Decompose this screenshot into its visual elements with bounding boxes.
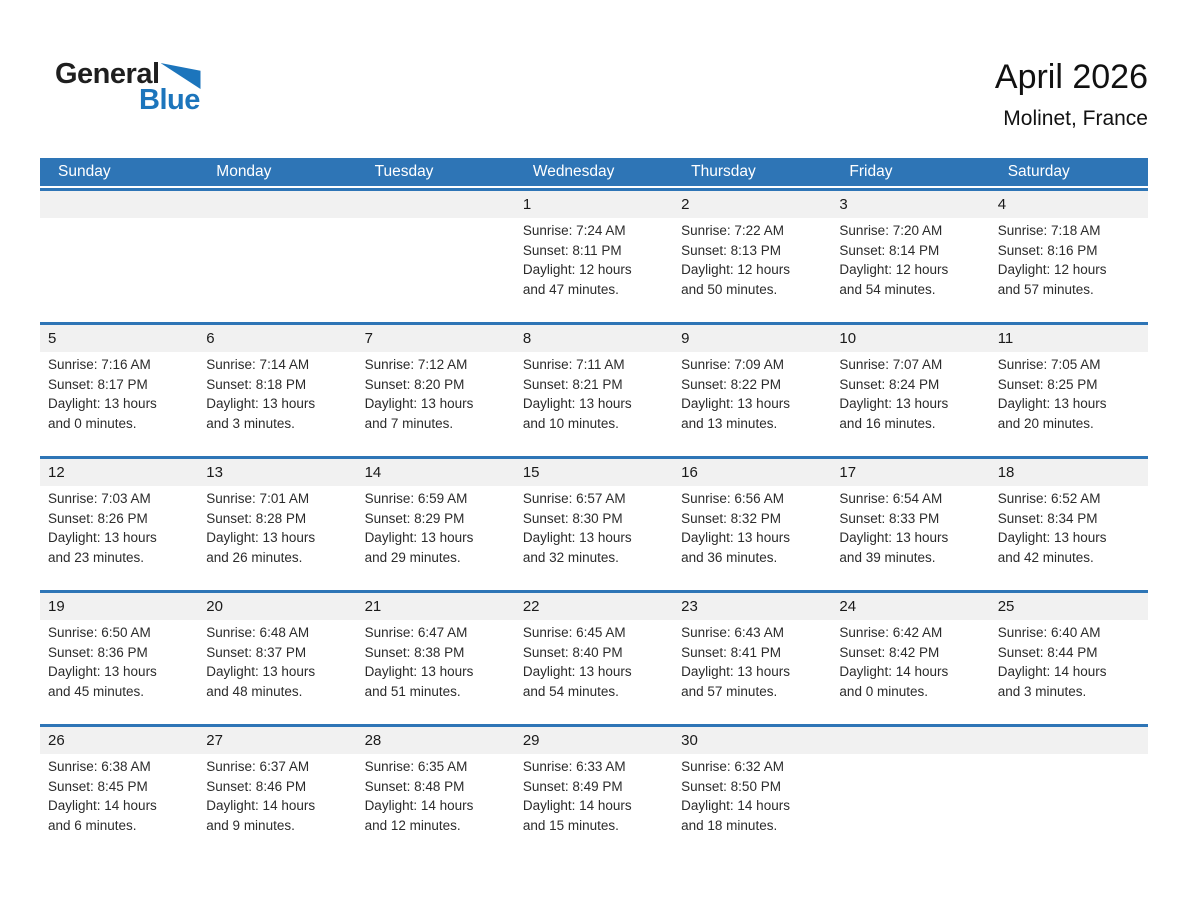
- day-number: 4: [997, 196, 1007, 213]
- day-info-line: and 13 minutes.: [681, 415, 778, 431]
- day-info-line: Sunrise: 7:22 AM: [681, 223, 784, 238]
- day-info-line: Sunset: 8:25 PM: [997, 376, 1098, 392]
- day-number: 25: [997, 598, 1015, 615]
- day-info-line: Sunset: 8:33 PM: [839, 510, 940, 526]
- day-info-line: Sunset: 8:36 PM: [48, 644, 148, 660]
- day-number: 5: [48, 330, 57, 347]
- day-number: 1: [522, 196, 532, 213]
- day-info-line: Sunrise: 6:52 AM: [997, 491, 1101, 506]
- day-info-line: and 51 minutes.: [364, 683, 461, 699]
- day-info-line: Sunset: 8:42 PM: [839, 644, 940, 660]
- day-cell: [673, 754, 831, 835]
- day-number: 23: [681, 598, 698, 615]
- day-info-line: Daylight: 13 hours: [997, 396, 1107, 411]
- day-info-line: Daylight: 13 hours: [364, 530, 474, 545]
- day-details-row: [40, 620, 1148, 701]
- week-row: [40, 322, 1148, 456]
- day-cell: [40, 620, 198, 701]
- weekday-header-friday: Friday: [849, 163, 893, 180]
- day-info-line: Daylight: 14 hours: [206, 798, 316, 813]
- day-info-line: Sunrise: 7:09 AM: [681, 357, 784, 372]
- day-info-line: Sunrise: 6:43 AM: [681, 625, 784, 640]
- day-cell: [515, 486, 673, 567]
- day-info-line: and 3 minutes.: [206, 415, 295, 431]
- day-info-line: Daylight: 13 hours: [206, 664, 316, 679]
- day-info-line: Daylight: 14 hours: [48, 798, 157, 813]
- day-cell: [357, 754, 515, 835]
- day-info-line: and 18 minutes.: [681, 817, 778, 833]
- day-info-line: and 16 minutes.: [839, 415, 936, 431]
- day-cell: [990, 486, 1148, 567]
- day-number: 10: [839, 330, 857, 347]
- day-info-line: Sunrise: 6:48 AM: [206, 625, 310, 640]
- empty-day-cell: [40, 218, 198, 299]
- day-number: 15: [522, 464, 540, 481]
- day-info-line: Sunrise: 6:42 AM: [839, 625, 943, 640]
- day-info-line: Daylight: 12 hours: [681, 262, 790, 277]
- weekday-header-row: [40, 158, 1148, 186]
- calendar-table: [40, 158, 1148, 858]
- week-row: [40, 188, 1148, 322]
- day-number: 16: [681, 464, 698, 481]
- day-info-line: Daylight: 13 hours: [48, 664, 157, 679]
- day-number: 28: [364, 732, 382, 749]
- day-info-line: Sunset: 8:13 PM: [681, 242, 781, 258]
- day-info-line: Daylight: 13 hours: [681, 530, 790, 545]
- day-cell: [673, 620, 831, 701]
- day-number-band: [40, 325, 1148, 352]
- logo-text-general: General: [55, 58, 160, 90]
- day-info-line: Sunset: 8:29 PM: [364, 510, 465, 526]
- day-info-line: Sunset: 8:26 PM: [48, 510, 148, 526]
- day-info-line: Sunrise: 6:54 AM: [839, 491, 943, 506]
- day-number: 27: [206, 732, 223, 749]
- day-info-line: Sunset: 8:37 PM: [206, 644, 307, 660]
- day-info-line: Sunset: 8:40 PM: [522, 644, 623, 660]
- day-info-line: Daylight: 13 hours: [522, 396, 632, 411]
- day-info-line: Daylight: 13 hours: [522, 664, 632, 679]
- day-cell: [40, 352, 198, 433]
- day-info-line: Daylight: 13 hours: [839, 396, 949, 411]
- day-info-line: Sunset: 8:22 PM: [681, 376, 781, 392]
- day-info-line: Sunset: 8:46 PM: [206, 778, 307, 794]
- day-info-line: and 3 minutes.: [997, 683, 1087, 699]
- day-info-line: Daylight: 13 hours: [681, 664, 790, 679]
- day-info-line: Sunset: 8:14 PM: [839, 242, 940, 258]
- weekday-header-thursday: Thursday: [691, 163, 756, 180]
- day-number: 22: [522, 598, 540, 615]
- day-details-row: [40, 352, 1148, 433]
- day-cell: [831, 620, 989, 701]
- day-info-line: Daylight: 13 hours: [48, 396, 157, 411]
- day-cell: [198, 486, 356, 567]
- day-info-line: and 36 minutes.: [681, 549, 778, 565]
- empty-day-cell: [357, 218, 515, 299]
- general-blue-logo: [55, 60, 201, 115]
- day-number: 11: [997, 330, 1014, 347]
- day-number-band: [40, 727, 1148, 754]
- day-details-row: [40, 486, 1148, 567]
- day-info-line: Sunset: 8:17 PM: [48, 376, 148, 392]
- day-cell: [990, 620, 1148, 701]
- day-number: 21: [364, 598, 382, 615]
- day-info-line: Sunset: 8:38 PM: [364, 644, 465, 660]
- day-info-line: Daylight: 13 hours: [681, 396, 790, 411]
- day-info-line: Sunrise: 6:57 AM: [522, 491, 626, 506]
- day-info-line: and 10 minutes.: [522, 415, 619, 431]
- week-row: [40, 590, 1148, 724]
- day-info-line: and 57 minutes.: [997, 281, 1094, 297]
- day-details-row: [40, 754, 1148, 835]
- day-number: 14: [364, 464, 382, 481]
- day-details-row: [40, 218, 1148, 299]
- day-info-line: Sunset: 8:20 PM: [364, 376, 465, 392]
- day-info-line: Sunrise: 6:59 AM: [364, 491, 468, 506]
- day-info-line: Sunrise: 6:45 AM: [522, 625, 626, 640]
- empty-day-cell: [831, 754, 989, 835]
- day-info-line: Sunrise: 7:12 AM: [364, 357, 468, 372]
- day-info-line: Sunrise: 6:40 AM: [997, 625, 1101, 640]
- day-number: 30: [681, 732, 698, 749]
- day-info-line: and 23 minutes.: [48, 549, 145, 565]
- day-info-line: Sunset: 8:48 PM: [364, 778, 465, 794]
- day-info-line: Daylight: 13 hours: [839, 530, 949, 545]
- day-info-line: Daylight: 12 hours: [839, 262, 949, 277]
- day-info-line: and 45 minutes.: [48, 683, 145, 699]
- day-info-line: Sunset: 8:44 PM: [997, 644, 1098, 660]
- day-info-line: Sunrise: 7:03 AM: [48, 491, 151, 506]
- day-info-line: and 47 minutes.: [522, 281, 619, 297]
- day-number: 18: [997, 464, 1015, 481]
- day-number: 2: [681, 196, 690, 213]
- day-info-line: Sunset: 8:45 PM: [48, 778, 148, 794]
- day-cell: [515, 620, 673, 701]
- day-info-line: Daylight: 13 hours: [206, 396, 316, 411]
- day-info-line: and 20 minutes.: [997, 415, 1094, 431]
- day-info-line: Daylight: 14 hours: [997, 664, 1107, 679]
- day-info-line: and 54 minutes.: [522, 683, 619, 699]
- day-info-line: Sunrise: 7:20 AM: [839, 223, 943, 238]
- week-row: [40, 724, 1148, 858]
- day-info-line: Sunrise: 6:50 AM: [48, 625, 151, 640]
- day-info-line: and 0 minutes.: [839, 683, 928, 699]
- day-number: 17: [839, 464, 857, 481]
- day-number: 6: [206, 330, 215, 347]
- day-cell: [515, 754, 673, 835]
- weekday-header-saturday: Saturday: [1007, 163, 1070, 180]
- day-cell: [40, 754, 198, 835]
- day-info-line: Sunset: 8:18 PM: [206, 376, 307, 392]
- day-info-line: Daylight: 13 hours: [48, 530, 157, 545]
- day-info-line: Sunset: 8:49 PM: [522, 778, 623, 794]
- day-info-line: and 9 minutes.: [206, 817, 295, 833]
- day-info-line: Daylight: 12 hours: [997, 262, 1107, 277]
- weekday-header-sunday: Sunday: [58, 163, 111, 180]
- day-cell: [357, 352, 515, 433]
- day-cell: [673, 352, 831, 433]
- day-number-band: [40, 459, 1148, 486]
- title-block: [995, 58, 1148, 131]
- month-title: April 2026: [994, 58, 1148, 96]
- day-info-line: and 6 minutes.: [48, 817, 137, 833]
- day-number: 24: [839, 598, 857, 615]
- day-info-line: Sunrise: 6:32 AM: [681, 759, 784, 774]
- empty-day-cell: [990, 754, 1148, 835]
- day-cell: [990, 218, 1148, 299]
- day-info-line: Sunrise: 6:38 AM: [48, 759, 151, 774]
- empty-day-cell: [198, 218, 356, 299]
- weekday-header-wednesday: Wednesday: [532, 163, 615, 180]
- weekday-header-monday: Monday: [216, 163, 272, 180]
- day-info-line: Sunset: 8:32 PM: [681, 510, 781, 526]
- day-cell: [831, 486, 989, 567]
- day-cell: [831, 352, 989, 433]
- day-cell: [831, 218, 989, 299]
- day-number: 20: [206, 598, 223, 615]
- day-number: 7: [364, 330, 373, 347]
- day-info-line: and 42 minutes.: [997, 549, 1094, 565]
- day-info-line: and 26 minutes.: [206, 549, 303, 565]
- day-info-line: Sunrise: 6:56 AM: [681, 491, 784, 506]
- day-info-line: Sunrise: 7:11 AM: [522, 357, 625, 372]
- day-cell: [357, 486, 515, 567]
- day-info-line: Sunrise: 6:37 AM: [206, 759, 310, 774]
- day-info-line: Sunset: 8:11 PM: [522, 242, 622, 258]
- day-info-line: Sunrise: 6:35 AM: [364, 759, 468, 774]
- day-info-line: Sunrise: 6:33 AM: [522, 759, 626, 774]
- day-number: 3: [839, 196, 848, 213]
- day-info-line: Sunset: 8:24 PM: [839, 376, 940, 392]
- weekday-header-tuesday: Tuesday: [374, 163, 434, 180]
- day-info-line: Daylight: 13 hours: [364, 664, 474, 679]
- day-info-line: and 39 minutes.: [839, 549, 936, 565]
- day-info-line: Sunrise: 7:07 AM: [839, 357, 943, 372]
- day-number: 9: [681, 330, 690, 347]
- day-info-line: and 15 minutes.: [522, 817, 619, 833]
- day-info-line: and 57 minutes.: [681, 683, 778, 699]
- location-subtitle: Molinet, France: [1003, 107, 1148, 130]
- day-number: 8: [522, 330, 532, 347]
- day-info-line: Sunset: 8:16 PM: [997, 242, 1098, 258]
- day-number: 13: [206, 464, 223, 481]
- day-info-line: Sunrise: 7:01 AM: [206, 491, 310, 506]
- day-number: 12: [48, 464, 65, 481]
- day-info-line: Sunrise: 7:24 AM: [522, 223, 626, 238]
- day-info-line: and 29 minutes.: [364, 549, 461, 565]
- day-cell: [198, 754, 356, 835]
- day-number: 26: [48, 732, 65, 749]
- day-info-line: Sunset: 8:28 PM: [206, 510, 307, 526]
- day-info-line: and 54 minutes.: [839, 281, 936, 297]
- day-cell: [40, 486, 198, 567]
- day-info-line: Daylight: 14 hours: [522, 798, 632, 813]
- day-cell: [198, 352, 356, 433]
- day-cell: [515, 352, 673, 433]
- day-info-line: Sunset: 8:34 PM: [997, 510, 1098, 526]
- day-cell: [198, 620, 356, 701]
- day-info-line: Sunset: 8:50 PM: [681, 778, 781, 794]
- week-row: [40, 456, 1148, 590]
- day-number: 29: [522, 732, 540, 749]
- day-number-band: [40, 191, 1148, 218]
- day-info-line: and 50 minutes.: [681, 281, 778, 297]
- day-info-line: Daylight: 13 hours: [997, 530, 1107, 545]
- day-info-line: and 48 minutes.: [206, 683, 303, 699]
- day-number: 19: [48, 598, 65, 615]
- day-info-line: Daylight: 12 hours: [522, 262, 632, 277]
- logo-text-blue: Blue: [139, 84, 200, 116]
- day-info-line: Sunrise: 7:05 AM: [997, 357, 1101, 372]
- day-info-line: Sunset: 8:21 PM: [522, 376, 623, 392]
- day-info-line: Daylight: 14 hours: [364, 798, 474, 813]
- day-cell: [673, 218, 831, 299]
- day-info-line: Sunrise: 7:18 AM: [997, 223, 1101, 238]
- day-info-line: Sunrise: 7:14 AM: [206, 357, 310, 372]
- day-info-line: Sunrise: 7:16 AM: [48, 357, 151, 372]
- day-info-line: Sunset: 8:30 PM: [522, 510, 623, 526]
- day-info-line: Daylight: 13 hours: [522, 530, 632, 545]
- day-info-line: and 0 minutes.: [48, 415, 137, 431]
- day-cell: [515, 218, 673, 299]
- day-info-line: Sunrise: 6:47 AM: [364, 625, 468, 640]
- day-number-band: [40, 593, 1148, 620]
- calendar-weeks: [40, 188, 1148, 858]
- day-info-line: Daylight: 14 hours: [681, 798, 790, 813]
- day-info-line: Sunset: 8:41 PM: [681, 644, 781, 660]
- day-info-line: and 32 minutes.: [522, 549, 619, 565]
- day-cell: [357, 620, 515, 701]
- day-cell: [673, 486, 831, 567]
- day-info-line: and 7 minutes.: [364, 415, 454, 431]
- day-info-line: Daylight: 13 hours: [206, 530, 316, 545]
- day-info-line: and 12 minutes.: [364, 817, 461, 833]
- day-info-line: Daylight: 14 hours: [839, 664, 949, 679]
- day-info-line: Daylight: 13 hours: [364, 396, 474, 411]
- day-cell: [990, 352, 1148, 433]
